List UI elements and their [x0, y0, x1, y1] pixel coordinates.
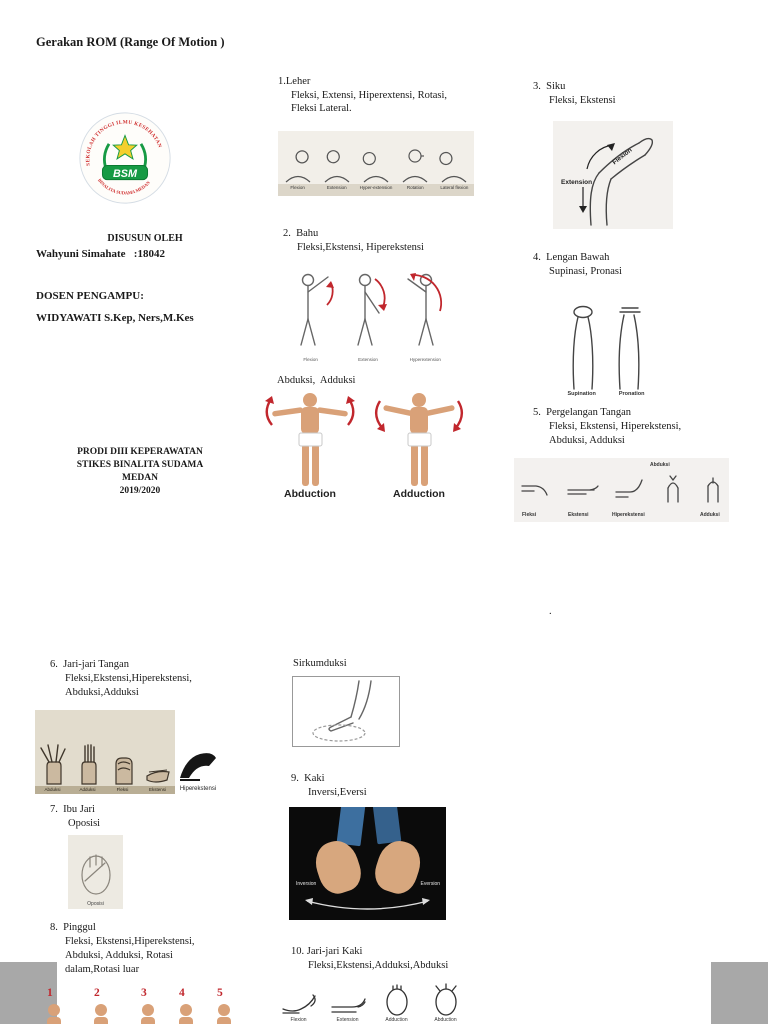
- toe-abduction-icon: [426, 983, 466, 1017]
- fig-label: Rotation: [396, 184, 435, 196]
- fig-label: Flexion: [303, 357, 318, 362]
- wrist-fleksi-label: Fleksi: [522, 512, 537, 518]
- section-4-line1: Supinasi, Pronasi: [549, 266, 622, 277]
- section-2-title: 2. Bahu: [283, 228, 319, 239]
- finger-motion-figure: [35, 710, 221, 794]
- elbow-motion-figure: [553, 121, 673, 229]
- section-1-line2: Fleksi Lateral.: [291, 103, 352, 114]
- toe-motion-figure: [274, 977, 470, 1024]
- elbow-extension-label: Extension: [561, 179, 593, 186]
- section-8-line3: dalam,Rotasi luar: [65, 964, 140, 975]
- section-10-title: 10. Jari-jari Kaki: [291, 946, 363, 957]
- finger-adduksi-cell: [70, 710, 105, 794]
- wrist-abduction-icon: [660, 474, 692, 504]
- logo-bsm-text: BSM: [113, 167, 137, 180]
- stray-dot: .: [549, 606, 552, 617]
- fig-label: Ekstensi: [140, 786, 175, 794]
- neck-rotation-cell: [396, 131, 435, 196]
- fig-label: Flexion: [290, 1017, 307, 1023]
- prodi-line-3: MEDAN: [122, 473, 158, 483]
- hand-fist-icon: [108, 742, 138, 786]
- inversion-label: Inversion: [296, 881, 317, 887]
- fig-label: Hyper-extension: [356, 184, 395, 196]
- section-7-title: 7. Ibu Jari: [50, 804, 95, 815]
- neck-flexion-cell: [278, 131, 317, 196]
- fig-label: Flexion: [278, 184, 317, 196]
- fig-label: Extension: [317, 184, 356, 196]
- section-5-line2: Abduksi, Adduksi: [549, 435, 625, 446]
- abduction-label: Abduction: [284, 488, 336, 500]
- adduction-body-icon: [371, 391, 467, 487]
- toe-extension-icon: [328, 985, 368, 1017]
- dosen-name: WIDYAWATI S.Kep, Ners,M.Kes: [36, 312, 194, 324]
- dosen-pengampu-label: DOSEN PENGAMPU:: [36, 290, 144, 302]
- rotation-arrows-icon: [289, 891, 446, 919]
- head-extension-icon: [321, 146, 353, 184]
- fig-label: Hiperekstensi: [179, 786, 217, 792]
- section-3-line1: Fleksi, Ekstensi: [549, 95, 616, 106]
- elbow-arm-icon: [553, 121, 673, 229]
- fig-label: Fleksi: [105, 786, 140, 794]
- hip-number-5: 5: [217, 987, 223, 999]
- wrist-ekstensi-label: Ekstensi: [568, 512, 589, 518]
- wrist-hiperekstensi-label: Hiperekstensi: [612, 512, 645, 518]
- adduction-label: Adduction: [393, 488, 445, 500]
- fig-label: Extension: [358, 357, 378, 362]
- section-5-title: 5. Pergelangan Tangan: [533, 407, 632, 418]
- elbow-flexion-label: Flexion: [611, 146, 634, 167]
- document-title: Gerakan ROM (Range Of Motion ): [36, 35, 225, 49]
- hip-number-4: 4: [179, 987, 185, 999]
- section-6-title: 6. Jari-jari Tangan: [50, 659, 129, 670]
- right-leg-jeans: [373, 807, 402, 844]
- neck-hyperextension-cell: [356, 131, 395, 196]
- shoulder-hyperextension-icon: [400, 271, 450, 357]
- shoulder-extension-icon: [343, 271, 393, 357]
- fig-label: Lateral flexion: [435, 184, 474, 196]
- wrist-abduksi-label: Abduksi: [650, 462, 670, 468]
- head-flexion-icon: [282, 146, 314, 184]
- hand-flat-icon: [143, 742, 173, 786]
- disusun-oleh-label: DISUSUN OLEH: [107, 233, 183, 244]
- feet-inversion-eversion-photo: [289, 807, 446, 920]
- shoulder-hyperextension-cell: [397, 262, 454, 364]
- right-foot-eversion: [370, 836, 426, 898]
- section-6-line1: Fleksi,Ekstensi,Hiperekstensi,: [65, 673, 192, 684]
- wrist-adduksi-label: Adduksi: [700, 512, 720, 518]
- wrist-adduction-icon: [698, 474, 730, 504]
- abduction-cell: [262, 391, 358, 503]
- finger-fleksi-cell: [105, 710, 140, 794]
- wrist-flexion-icon: [520, 478, 554, 502]
- section-7-line1: Oposisi: [68, 818, 101, 829]
- prodi-block: [55, 446, 225, 498]
- section-8-line2: Abduksi, Adduksi, Rotasi: [65, 950, 173, 961]
- prodi-line-1: PRODI DIII KEPERAWATAN: [77, 447, 203, 457]
- section-1-line1: Fleksi, Extensi, Hiperextensi, Rotasi,: [291, 90, 448, 101]
- fig-label: Abduksi: [35, 786, 70, 794]
- prodi-line-2: STIKES BINALITA SUDAMA: [76, 460, 204, 470]
- abduksi-adduksi-heading: Abduksi, Adduksi: [277, 375, 356, 386]
- oposisi-label: Oposisi: [87, 901, 104, 907]
- section-8-line1: Fleksi, Ekstensi,Hiperekstensi,: [65, 936, 195, 947]
- shoulder-extension-cell: [339, 262, 396, 364]
- sirkumduksi-heading: Sirkumduksi: [293, 658, 347, 669]
- shoulder-flexion-icon: [286, 271, 336, 357]
- section-10-line1: Fleksi,Ekstensi,Adduksi,Abduksi: [308, 960, 449, 971]
- eversion-label: Eversion: [420, 881, 440, 887]
- toe-flexion-icon: [279, 985, 319, 1017]
- section-5-line1: Fleksi, Ekstensi, Hiperekstensi,: [549, 421, 682, 432]
- wrist-hyperextension-icon: [614, 476, 648, 502]
- fig-label: Abduction: [434, 1017, 457, 1023]
- adduction-cell: [371, 391, 467, 503]
- prodi-line-4: 2019/2020: [119, 486, 161, 496]
- hip-motion-figure: [40, 981, 240, 1024]
- logo-bottom-arc-text: BINALITA SUDAMA MEDAN: [96, 177, 151, 196]
- section-2-line1: Fleksi,Ekstensi, Hiperekstensi: [297, 242, 424, 253]
- section-6-line2: Abduksi,Adduksi: [65, 687, 139, 698]
- head-hyperextension-icon: [360, 146, 392, 184]
- head-rotation-icon: [399, 146, 431, 184]
- hip-number-3: 3: [141, 987, 147, 999]
- hip-figures-icon: [40, 1001, 240, 1024]
- bsm-logo-icon: [78, 111, 172, 205]
- toe-flexion-cell: [274, 977, 323, 1024]
- forearm-labels: [556, 391, 656, 397]
- toe-adduction-icon: [377, 983, 417, 1017]
- section-9-line1: Inversi,Eversi: [308, 787, 367, 798]
- neck-motion-figure: [278, 131, 474, 196]
- neck-lateral-flexion-cell: [435, 131, 474, 196]
- thumb-opposition-figure: [68, 835, 123, 909]
- logo-top-arc-text: SEKOLAH TINGGI ILMU KESEHATAN: [85, 119, 163, 167]
- hand-fingers-together-icon: [73, 742, 103, 786]
- section-4-title: 4. Lengan Bawah: [533, 252, 610, 263]
- hip-number-2: 2: [94, 987, 100, 999]
- wrist-extension-icon: [566, 478, 600, 502]
- forearm-icon: [558, 301, 654, 391]
- fig-label: Extension: [336, 1017, 359, 1023]
- section-9-title: 9. Kaki: [291, 773, 325, 784]
- author-name: Wahyuni Simahate :18042: [36, 248, 165, 260]
- fig-label: Adduction: [385, 1017, 408, 1023]
- toe-adduction-cell: [372, 977, 421, 1024]
- toe-extension-cell: [323, 977, 372, 1024]
- pronation-label: Pronation: [618, 391, 645, 397]
- hand-hyperextended-icon: [176, 744, 220, 786]
- section-3-title: 3. Siku: [533, 81, 566, 92]
- fig-label: Hyperextension: [409, 357, 441, 362]
- thumb-opposition-icon: [73, 847, 119, 901]
- shoulder-motion-figure: [282, 262, 454, 364]
- circumduction-figure: [292, 676, 400, 747]
- neck-extension-cell: [317, 131, 356, 196]
- forearm-motion-figure: [556, 289, 656, 397]
- supination-label: Supination: [567, 391, 596, 397]
- finger-hiperekstensi-cell: [175, 710, 221, 794]
- fig-label: Adduksi: [70, 786, 105, 794]
- finger-abduksi-cell: [35, 710, 70, 794]
- abduction-body-icon: [262, 391, 358, 487]
- shoulder-flexion-cell: [282, 262, 339, 364]
- section-8-title: 8. Pinggul: [50, 922, 96, 933]
- abduction-adduction-figure: [262, 391, 467, 503]
- hip-number-1: 1: [47, 987, 53, 999]
- toe-abduction-cell: [421, 977, 470, 1024]
- wrist-motion-figure: [514, 458, 729, 522]
- viewer-background-right: [711, 962, 768, 1024]
- head-lateral-flexion-icon: [438, 146, 470, 184]
- section-1-title: 1.Leher: [278, 76, 311, 87]
- bsm-logo: [78, 111, 172, 205]
- finger-ekstensi-cell: [140, 710, 175, 794]
- circumduction-foot-icon: [293, 677, 399, 746]
- hand-fingers-spread-icon: [38, 742, 68, 786]
